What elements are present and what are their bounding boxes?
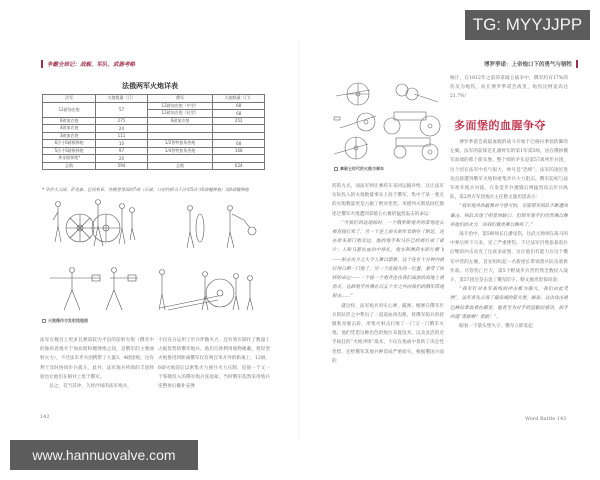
cell: 总数	[43, 162, 96, 170]
table-row	[43, 147, 265, 155]
quote-paragraph: “当我们到达现场时，一个俄罗斯炮兵的掌炮连长被直接打死了，另一个连上前头的军官倒在了附近，还在原来那门炮旁边，他的炮手和马匹已经被打成了碎片；人和马都在血泊中挣扎，炮车和弹药车碎片横飞——射击火力之大令人难以想象，这个连在十分钟内被打得只剩一门炮了，另一个连损失同一位置，蒙受了同样的命运——一个接一个炮兵连在我们面前的高地上被消灭，这群炮手仿佛在以五十步之外向我们的俄军阵地射击……”	[332, 220, 444, 300]
cell: 6磅加农炮	[147, 117, 213, 125]
cell	[147, 155, 213, 163]
cell	[147, 125, 213, 133]
cell: 275	[96, 117, 148, 125]
left-figure-caption	[42, 318, 88, 324]
left-body-column-2	[158, 336, 270, 408]
cell: 252	[213, 117, 265, 125]
left-running-head-text: 争霸全球记：战舰、军队、武器考略	[47, 62, 136, 68]
table-footnote: * 华沙大公国、萨克森、巴伐利亚、符腾堡等国的7磅（石磅，口径约相当于法军5法寸6磅榴弹炮）及8磅榴弹炮	[42, 187, 249, 192]
paragraph: 眼看一个箭头堡失守，俄军立即发起	[459, 324, 533, 330]
caption-marker-icon	[42, 319, 46, 323]
paragraph: 博罗季诺会战最血腥的战斗开始于巴格拉季翁防御的左翼。法军的前锋是孔潘将军的第1军第5师，居在俄掉俄军南端的那个箭头堡。整个师的矛头是第57战列步兵团，这个团在法军中名气很大，绰号是“恐怖”。法军的凌厉进攻直接遭到俄军火炮和密集步兵大力阻击。俄军起初与法军初开炮兵对战，在发觉步兵摧毁后则猛烈攻击步兵纵队，第2西方军团炮兵主任勒文施坦恩表示：	[450, 140, 568, 201]
cell: 68	[213, 140, 265, 148]
header-russian-count: 火炮数量（门）	[213, 95, 265, 103]
cell	[213, 125, 265, 133]
table-title: 法俄两军火炮详表	[122, 82, 178, 90]
table-row	[43, 155, 265, 163]
paragraph: 战斗恰中，第5师师长孔潘受伤，达武元帅则在战马的中弹后摔下马来，受了严重挫伤。不过法军仍然依靠前仆后继的冲击攻克了这座多面堡，这让他们有能力在这个俄军中营的左翼，首先组织起一名新团长带领溃兵队伍重新作战。尽管伤亡巨大，第5个野战步兵营仍然全数投入战斗，第57团还是击退了俄军防守，勒文施坦恩惊叹道：	[450, 232, 568, 284]
cell: 12磅加农炮	[43, 102, 96, 117]
table-header-row	[43, 95, 265, 103]
cell: 624	[213, 162, 265, 170]
header-french-count: 火炮数量（门）	[96, 95, 148, 103]
center-figure-caption	[334, 166, 384, 172]
cell: 5法寸6磅榴弹炮	[43, 147, 96, 155]
paragraph: 药的方式，而法军则让弹药车来回运输补给，这让法军实际投入的火炮数量事实上高于俄军，集中于某一要点的火炮数量更是占据了绝对优势。米德列夫斯基回忆描述过俄军火炮遭到拿破仑右翼的猛烈轰击的命运：	[332, 184, 444, 217]
quote-paragraph: “我军炮兵的霰弹对今曾可怕，尽管很军纵队不断遭到暴击。纵队出现了明显的缺口，但很军炮手们仍然难以维持他们的火力，而我们就更难以维持了。”	[450, 204, 568, 228]
right-running-head-text: 博罗季诺：上帝炮口下的勇气与牺牲	[483, 62, 572, 68]
running-head-bar	[41, 60, 43, 68]
cell: 4磅加农炮	[43, 125, 96, 133]
table-total-row	[43, 162, 265, 170]
cell	[213, 155, 265, 163]
cell: 97	[96, 147, 148, 155]
cell: 6磅加农炮	[43, 117, 96, 125]
section-heading: 多面堡的血腥争夺	[454, 119, 546, 132]
cell: 3磅加农炮	[43, 132, 96, 140]
paragraph: 总之，首当其冲、久经沙场的法军炮兵，	[49, 384, 132, 390]
caption-marker-icon	[334, 167, 338, 171]
table-row	[43, 132, 265, 140]
cell: 12磅加农炮（轻型）	[147, 110, 213, 118]
right-running-head	[484, 60, 578, 68]
header-russian: 俄军	[147, 95, 213, 103]
cell	[147, 132, 213, 140]
center-figure-caption-text: 拿破仑时代的火炮与弹车	[340, 166, 384, 171]
right-intro-text	[450, 74, 568, 110]
cell: 20	[96, 155, 148, 163]
cell: 12磅加农炮（中型）	[147, 102, 213, 110]
left-running-head	[41, 60, 135, 68]
cell: 594	[96, 162, 148, 170]
paragraph: 统计，在1812年之前的拿破仑战争中，俄军约有17%的伤员为炮伤，而在博罗季诺会战里，炮伤比例竟高达21.7%！	[450, 76, 568, 100]
cell: 57	[96, 102, 148, 117]
cell: 黄金榴弹炮*	[43, 155, 96, 163]
cannon-illustrations	[330, 80, 448, 164]
paragraph: 法军在数目上更多且弹道较为平直的前射火炮（俄军中的独角兽炮介于加农炮和榴弹炮之间，是俄军的主要曲射火力），不过法军步兵团携带了大量3、4磅团炮，这有利于及时协同步兵战斗。此外，法军炮兵将领的丰富经验也让他们在相对上优于俄军。	[40, 338, 154, 380]
table-row	[43, 117, 265, 125]
header-french: 法军	[43, 95, 96, 103]
cell: 总数	[147, 162, 213, 170]
artillery-crew-illustration	[40, 198, 265, 316]
left-page-number: 142	[40, 414, 50, 420]
table-row	[43, 125, 265, 133]
cell: 111	[96, 132, 148, 140]
watermark-top: TG: MYYJJPP	[465, 10, 590, 40]
table-row	[43, 140, 265, 148]
cell: 10	[96, 140, 148, 148]
paragraph: 就这样，法军炮兵用实心弹、霰弹、榴弹在俄军步兵的队形之中犁出了一道道血肉沟壑，将俄军骑兵的骄傲和身躯击碎，用集火射击打哑了一门又一门俄军火炮。他们凭借这种出色的炮位布置技术，以及灵活的近乎疯狂的“火炮冲锋”战术，不仅在炮战中扭转了决定性优势，还给俄军其他兵种造成严重损失。根据俄国方面的	[332, 303, 444, 364]
artillery-table	[42, 94, 265, 170]
cell: 24	[96, 125, 148, 133]
watermark-bottom: www.hannuovalve.com	[10, 440, 198, 470]
cell: 68	[213, 102, 265, 110]
running-head-bar	[576, 60, 578, 68]
cell: 1/2普特独角兽炮	[147, 140, 213, 148]
cell: 1/4普特独角兽炮	[147, 147, 213, 155]
center-body-column	[332, 182, 444, 408]
left-body-column-1	[40, 336, 154, 408]
table-row	[43, 102, 265, 110]
cell: 168	[213, 147, 265, 155]
cell: 6法寸6磅榴弹炮	[43, 140, 96, 148]
left-figure-caption-text: 火炮操作与发射流程图	[48, 318, 88, 323]
cell: 68	[213, 110, 265, 118]
right-body-column	[450, 138, 568, 410]
cell	[213, 132, 265, 140]
quote-paragraph: “我军针对本军战线的冲击极为强大，我们由此受挫”，法军首先占领了最南端的箭头堡。据说，这次攻击被巴格拉季翁看在眼里，他甚至为对手的坚毅而感动，拍手叫道“勇敢啊！勇敢！”。	[450, 287, 568, 320]
right-page-number: Word Battle 143	[525, 416, 567, 422]
paragraph: 不仅充分运用了步兵伴随火力，还有效压制住了数量上占据优势的俄军炮兵。他们巧妙利用地物掩蔽，将轻型火炮推进到距离俄军仅有两百米开外的距离上，12磅、6磅火炮前后以密集火力展开火力压制，迫使一个又一个零散投入的俄军炮兵连退却，当时俄军依然采用炮兵连整体后撤补充弹	[158, 338, 270, 390]
